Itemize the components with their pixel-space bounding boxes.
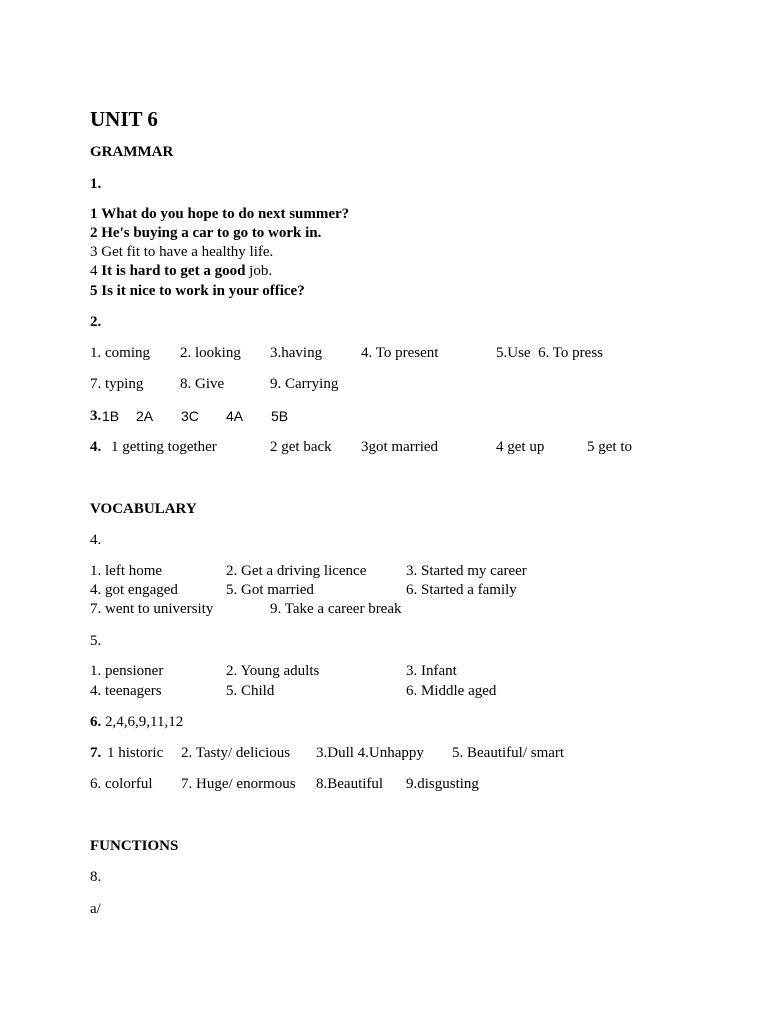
answer-item: 4 get up — [496, 439, 545, 455]
functions-heading: FUNCTIONS — [90, 838, 179, 854]
answer-item: 5.Use 6. To press — [496, 345, 603, 361]
list-item: 5 Is it nice to work in your office? — [90, 283, 305, 299]
answer-item: 1. left home — [90, 563, 163, 579]
vocabulary-heading: VOCABULARY — [90, 501, 197, 517]
vocabulary-ex5-number: 5. — [90, 633, 102, 649]
functions-ex8-number: 8. — [90, 869, 102, 885]
answer-item: 3got married — [361, 439, 439, 455]
answer-item: 4A — [226, 408, 244, 424]
answer-item: 3.Dull 4.Unhappy — [316, 745, 424, 761]
answer-item: 5. Beautiful/ smart — [452, 745, 565, 761]
answer-item: 2. Tasty/ delicious — [181, 745, 291, 761]
answer-item: 8. Give — [180, 376, 225, 392]
answer-item: 4. got engaged — [90, 582, 178, 598]
answer-item: 3. Infant — [406, 663, 457, 679]
answer-item: 3. Started my career — [406, 563, 527, 579]
answer-item: 1B — [102, 408, 120, 424]
answer-item: 7. typing — [90, 376, 144, 392]
answer-item: 2. Get a driving licence — [226, 563, 367, 579]
answer-item: 2 get back — [270, 439, 332, 455]
list-item: 2 He's buying a car to go to work in. — [90, 225, 322, 241]
answer-item: 1 getting together — [111, 439, 217, 455]
answer-item: 3C — [181, 408, 199, 424]
grammar-ex1-number: 1. — [90, 176, 102, 192]
answer-item: 7. Huge/ enormous — [181, 776, 296, 792]
vocabulary-ex4-number: 4. — [90, 532, 102, 548]
answer-item: 5 get to — [587, 439, 632, 455]
answer-item: 9. Take a career break — [270, 601, 402, 617]
answer-item: 5B — [271, 408, 289, 424]
answer-item: 9. Carrying — [270, 376, 339, 392]
answer-item: 2. Young adults — [226, 663, 320, 679]
answer-item: 1 historic — [107, 745, 164, 761]
answer-item: 1. pensioner — [90, 663, 164, 679]
answer-item: 4. teenagers — [90, 683, 162, 699]
answer-item: 2. looking — [180, 345, 241, 361]
grammar-heading: GRAMMAR — [90, 144, 174, 160]
answer-item: 6. Started a family — [406, 582, 517, 598]
answer-item: 5. Child — [226, 683, 275, 699]
grammar-ex2-number: 2. — [90, 314, 102, 330]
answer-item: 7. went to university — [90, 601, 214, 617]
grammar-ex3-number: 3. — [90, 408, 102, 424]
grammar-ex4-number: 4. — [90, 439, 102, 455]
unit-title: UNIT 6 — [90, 107, 158, 131]
answer-item: 1. coming — [90, 345, 150, 361]
answer-item: 3.having — [270, 345, 323, 361]
answer-item: 2A — [136, 408, 154, 424]
list-item: 4 It is hard to get a good job. — [90, 263, 273, 279]
answer-item: 6. colorful — [90, 776, 153, 792]
functions-ex8-sub: a/ — [90, 901, 101, 917]
list-item: 3 Get fit to have a healthy life. — [90, 244, 274, 260]
answer-item: 6. Middle aged — [406, 683, 497, 699]
list-item: 1 What do you hope to do next summer? — [90, 206, 350, 222]
vocabulary-ex6: 6. 2,4,6,9,11,12 — [90, 714, 184, 730]
vocabulary-ex7-number: 7. — [90, 745, 102, 761]
answer-item: 5. Got married — [226, 582, 314, 598]
answer-item: 8.Beautiful — [316, 776, 384, 792]
answer-item: 9.disgusting — [406, 776, 479, 792]
answer-item: 4. To present — [361, 345, 439, 361]
